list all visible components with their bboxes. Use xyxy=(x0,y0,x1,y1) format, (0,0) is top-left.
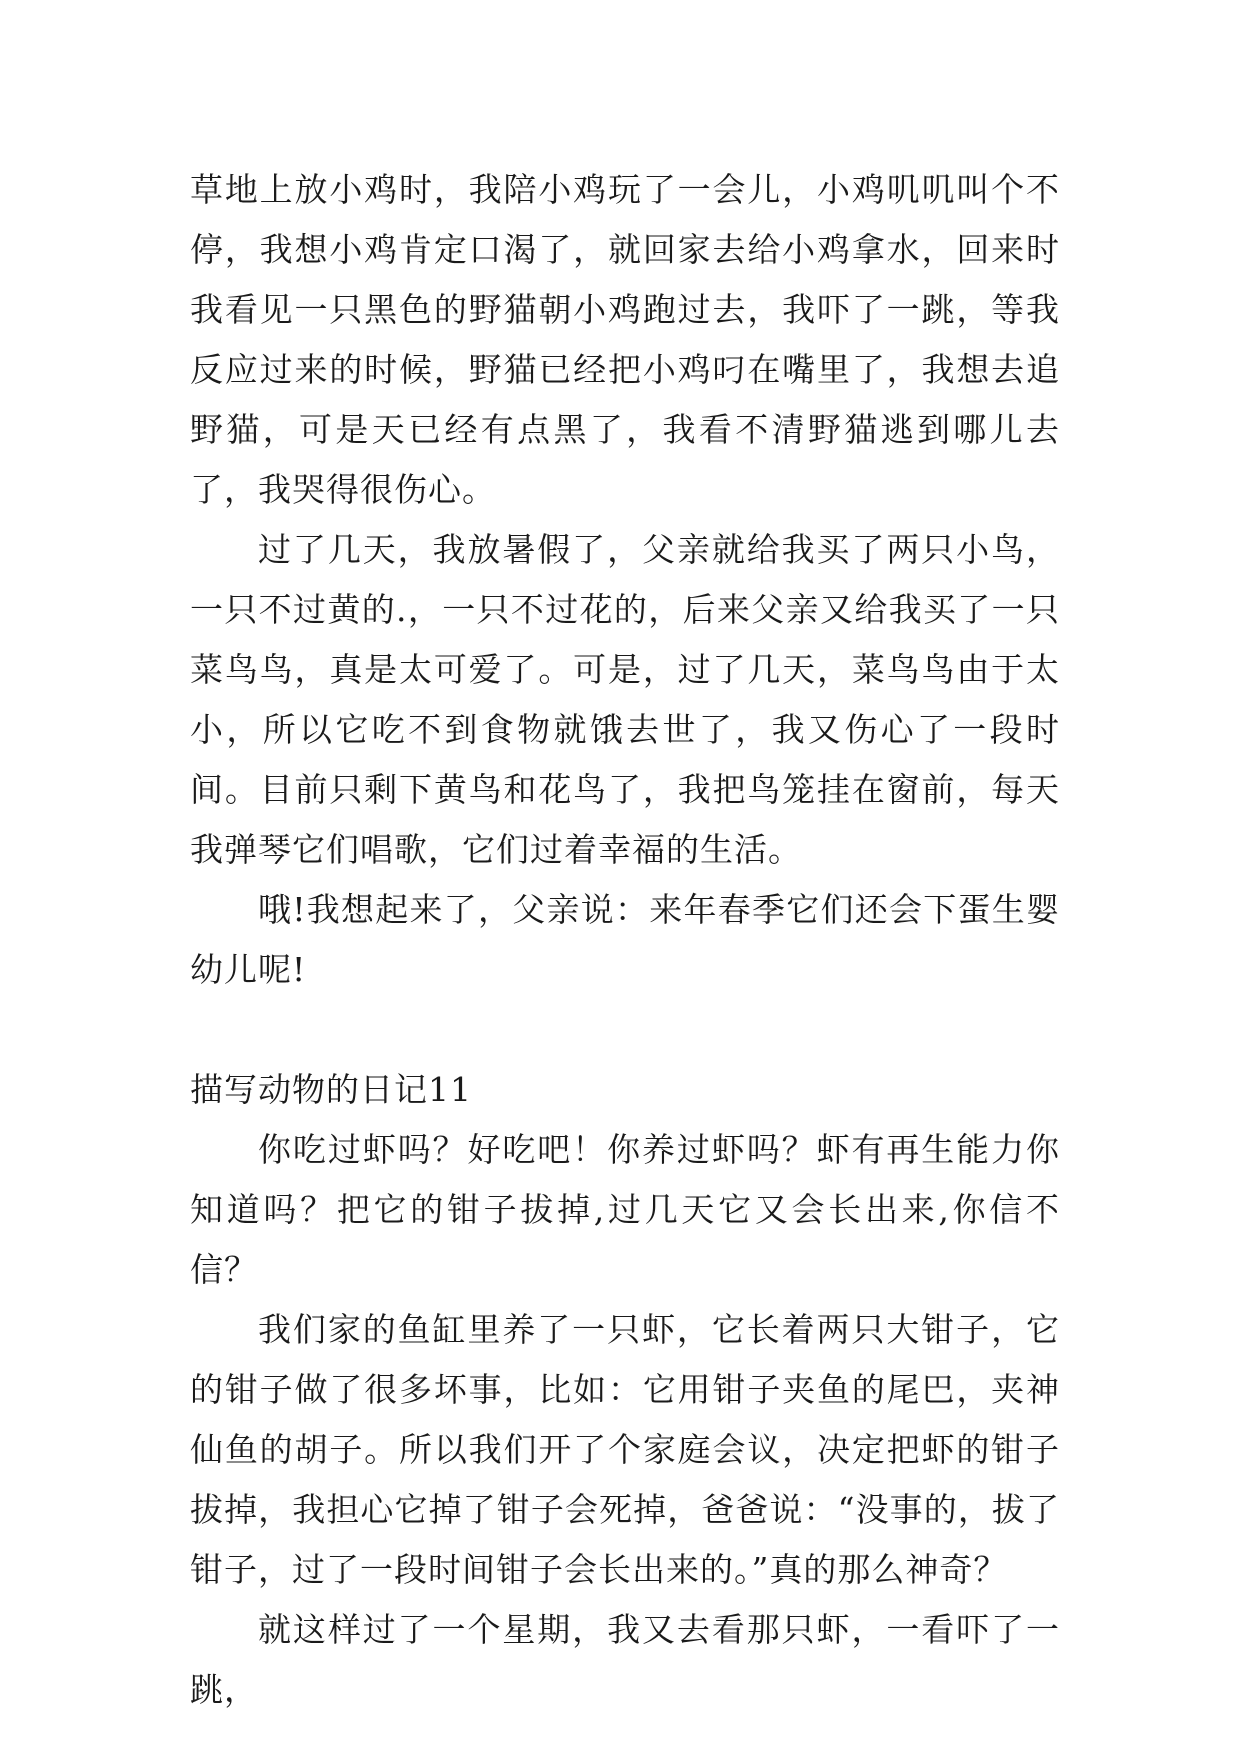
paragraph-shrimp-week: 就这样过了一个星期，我又去看那只虾，一看吓了一跳， xyxy=(190,1610,1060,1709)
paragraph-birds: 过了几天，我放暑假了，父亲就给我买了两只小鸟，一只不过黄的.，一只不过花的，后来父亲又给我买了一只菜鸟鸟，真是太可爱了。可是，过了几天，菜鸟鸟由于太小，所以它吃不到食物就饿去世了，我又伤心了一段时间。目前只剩下黄鸟和花鸟了，我把鸟笼挂在窗前，每天我弹琴它们唱歌，它们过着幸福的生活。 xyxy=(190,530,1060,869)
section-title: 描写动物的日记11 xyxy=(190,1070,472,1109)
paragraph-shrimp-intro: 你吃过虾吗？好吃吧！你养过虾吗？虾有再生能力你知道吗？把它的钳子拔掉,过几天它又会长出来,你信不信？ xyxy=(190,1130,1060,1289)
paragraph-shrimp-claws: 我们家的鱼缸里养了一只虾，它长着两只大钳子，它的钳子做了很多坏事，比如：它用钳子夹鱼的尾巴，夹神仙鱼的胡子。所以我们开了个家庭会议，决定把虾的钳子拔掉，我担心它掉了钳子会死掉，爸爸说：“没事的，拔了钳子，过了一段时间钳子会长出来的。”真的那么神奇？ xyxy=(190,1310,1060,1589)
paragraph-chick-cat: 草地上放小鸡时，我陪小鸡玩了一会儿，小鸡叽叽叫个不停，我想小鸡肯定口渴了，就回家去给小鸡拿水，回来时我看见一只黑色的野猫朝小鸡跑过去，我吓了一跳，等我反应过来的时候，野猫已经把小鸡叼在嘴里了，我想去追野猫，可是天已经有点黑了，我看不清野猫逃到哪儿去了，我哭得很伤心。 xyxy=(190,170,1060,509)
document-page xyxy=(190,160,1060,1720)
paragraph-eggs: 哦!我想起来了，父亲说：来年春季它们还会下蛋生婴幼儿呢! xyxy=(190,890,1060,989)
section-spacer xyxy=(190,1000,1060,1060)
